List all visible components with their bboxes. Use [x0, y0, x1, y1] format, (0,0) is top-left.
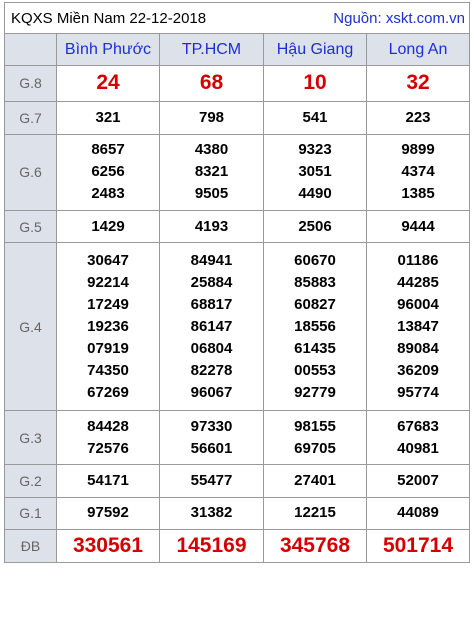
- province-header-row: [5, 34, 470, 66]
- prize-cell: [367, 529, 470, 562]
- prize-number: 96004: [397, 295, 439, 313]
- prize-label: G.1: [5, 497, 57, 529]
- prize-number: 60827: [294, 295, 336, 313]
- prize-cell: [264, 101, 367, 134]
- prize-number: 40981: [397, 439, 439, 457]
- prize-number: 89084: [397, 339, 439, 357]
- prize-number: 61435: [294, 339, 336, 357]
- prize-row: [5, 529, 470, 562]
- prize-row: [5, 243, 470, 411]
- prize-number: 92779: [294, 383, 336, 401]
- prize-number: 4374: [401, 163, 435, 181]
- prize-number: 19236: [87, 317, 129, 335]
- lottery-results-table: [4, 2, 470, 563]
- prize-cell: [264, 211, 367, 243]
- prize-number: 67683: [397, 417, 439, 435]
- prize-cell: [57, 497, 160, 529]
- prize-cell: [160, 529, 264, 562]
- prize-number: 1429: [91, 217, 125, 235]
- prize-number: 98155: [294, 417, 336, 435]
- source-link[interactable]: Nguồn: xskt.com.vn: [264, 3, 470, 34]
- prize-cell: [264, 66, 367, 101]
- prize-cell: [367, 101, 470, 134]
- prize-number: 67269: [87, 383, 129, 401]
- prize-number: 10: [303, 71, 327, 95]
- prize-label: G.4: [5, 243, 57, 411]
- prize-number: 00553: [294, 361, 336, 379]
- prize-number: 223: [405, 108, 431, 126]
- prize-number: 92214: [87, 273, 129, 291]
- prize-number: 9444: [401, 217, 435, 235]
- prize-number: 798: [198, 108, 225, 126]
- prize-cell: [160, 101, 264, 134]
- province-header[interactable]: Bình Phước: [57, 34, 160, 66]
- prize-cell: [367, 497, 470, 529]
- prize-number: 12215: [294, 504, 336, 522]
- prize-cell: [160, 465, 264, 497]
- prize-cell: [160, 66, 264, 101]
- prize-number: 95774: [397, 383, 439, 401]
- prize-number: 36209: [397, 361, 439, 379]
- prize-number: 24: [96, 71, 120, 95]
- prize-number: 330561: [72, 533, 144, 557]
- prize-number: 52007: [397, 472, 439, 490]
- header-corner: [5, 34, 57, 66]
- prize-number: 56601: [190, 439, 233, 457]
- prize-number: 07919: [87, 339, 129, 357]
- prize-number: 18556: [294, 317, 336, 335]
- title-row: [5, 3, 470, 34]
- prize-number: 68: [199, 71, 224, 95]
- prize-cell: [57, 411, 160, 465]
- prize-number: 4380: [194, 141, 229, 159]
- prize-number: 60670: [294, 251, 336, 269]
- prize-number: 2483: [91, 185, 125, 203]
- prize-number: 74350: [87, 361, 129, 379]
- prize-number: 501714: [382, 533, 454, 557]
- prize-cell: [57, 211, 160, 243]
- prize-number: 97330: [190, 417, 233, 435]
- prize-number: 55477: [190, 472, 233, 490]
- prize-number: 2506: [298, 217, 332, 235]
- prize-number: 82278: [190, 361, 233, 379]
- prize-cell: [367, 411, 470, 465]
- prize-number: 27401: [294, 472, 336, 490]
- prize-number: 4193: [194, 217, 229, 235]
- prize-label: G.3: [5, 411, 57, 465]
- prize-cell: [367, 134, 470, 210]
- prize-cell: [160, 243, 264, 411]
- prize-number: 345768: [279, 533, 351, 557]
- prize-label: G.2: [5, 465, 57, 497]
- prize-number: 1385: [401, 185, 435, 203]
- prize-cell: [367, 243, 470, 411]
- prize-cell: [160, 211, 264, 243]
- prize-label: ĐB: [5, 529, 57, 562]
- prize-row: [5, 411, 470, 465]
- prize-label: G.7: [5, 101, 57, 134]
- prize-number: 321: [95, 108, 121, 126]
- prize-number: 13847: [397, 317, 439, 335]
- prize-row: [5, 465, 470, 497]
- prize-cell: [160, 411, 264, 465]
- prize-row: [5, 134, 470, 210]
- prize-row: [5, 497, 470, 529]
- prize-cell: [160, 134, 264, 210]
- prize-cell: [57, 465, 160, 497]
- prize-number: 54171: [87, 472, 129, 490]
- prize-row: [5, 101, 470, 134]
- results-title: KQXS Miền Nam 22-12-2018: [5, 3, 264, 34]
- prize-cell: [264, 243, 367, 411]
- prize-cell: [264, 134, 367, 210]
- prize-number: 85883: [294, 273, 336, 291]
- prize-number: 17249: [87, 295, 129, 313]
- prize-number: 3051: [298, 163, 332, 181]
- prize-cell: [160, 497, 264, 529]
- prize-number: 01186: [397, 251, 439, 269]
- prize-cell: [264, 411, 367, 465]
- prize-label: G.8: [5, 66, 57, 101]
- prize-number: 9899: [401, 141, 435, 159]
- prize-number: 44285: [397, 273, 439, 291]
- prize-label: G.6: [5, 134, 57, 210]
- prize-row: [5, 211, 470, 243]
- prize-number: 9505: [194, 185, 229, 203]
- prize-number: 97592: [87, 504, 129, 522]
- prize-number: 84428: [87, 417, 129, 435]
- prize-number: 69705: [294, 439, 336, 457]
- prize-number: 8657: [91, 141, 125, 159]
- province-header[interactable]: TP.HCM: [160, 34, 264, 66]
- prize-cell: [264, 465, 367, 497]
- prize-number: 8321: [194, 163, 229, 181]
- prize-number: 44089: [397, 504, 439, 522]
- prize-row: [5, 66, 470, 101]
- province-header[interactable]: Long An: [367, 34, 470, 66]
- prize-number: 72576: [87, 439, 129, 457]
- prize-number: 96067: [190, 383, 233, 401]
- prize-cell: [367, 211, 470, 243]
- prize-number: 6256: [91, 163, 125, 181]
- prize-number: 31382: [190, 504, 233, 522]
- prize-number: 06804: [190, 339, 233, 357]
- prize-number: 68817: [190, 295, 233, 313]
- prize-number: 86147: [190, 317, 233, 335]
- prize-number: 145169: [176, 533, 247, 557]
- prize-cell: [57, 101, 160, 134]
- prize-cell: [57, 529, 160, 562]
- prize-number: 4490: [298, 185, 332, 203]
- prize-number: 32: [406, 71, 430, 95]
- prize-number: 9323: [298, 141, 332, 159]
- prize-label: G.5: [5, 211, 57, 243]
- prize-number: 541: [302, 108, 328, 126]
- prize-cell: [367, 465, 470, 497]
- prize-cell: [264, 529, 367, 562]
- prize-cell: [57, 134, 160, 210]
- prize-cell: [367, 66, 470, 101]
- prize-number: 25884: [190, 273, 233, 291]
- prize-cell: [57, 66, 160, 101]
- prize-cell: [57, 243, 160, 411]
- prize-number: 30647: [87, 251, 129, 269]
- prize-cell: [264, 497, 367, 529]
- prize-number: 84941: [190, 251, 233, 269]
- province-header[interactable]: Hậu Giang: [264, 34, 367, 66]
